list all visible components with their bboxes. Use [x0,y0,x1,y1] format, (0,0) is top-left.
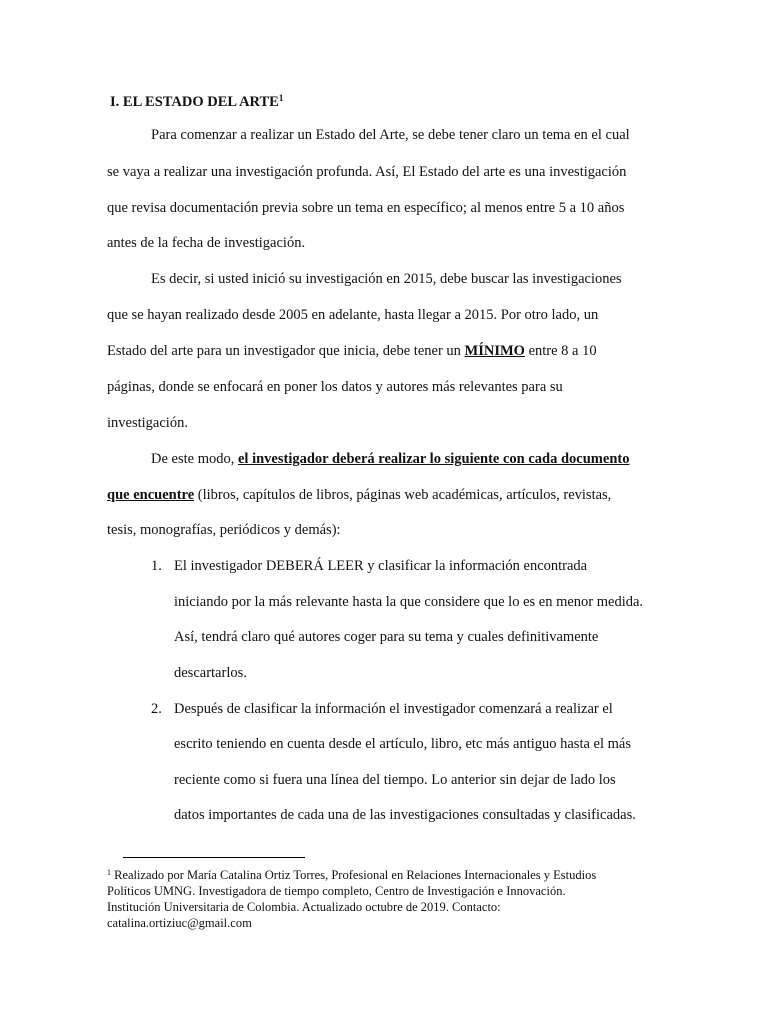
paragraph-1-line-4: antes de la fecha de investigación. [107,235,306,251]
footnote-reference[interactable]: 1 [278,93,284,103]
paragraph-2-line-2: que se hayan realizado desde 2005 en adelante, hasta llegar a 2015. Por otro lado, un [107,307,599,323]
footnote-line-2: Políticos UMNG. Investigadora de tiempo completo, Centro de Investigación e Innovación. [107,884,566,898]
footnote-email-link[interactable]: catalina.ortiziuc@gmail.com [107,916,252,930]
paragraph-3-line-1 [151,450,629,468]
paragraph-3-line-2 [107,486,611,504]
section-heading [110,93,283,112]
list-item-2-line-4: datos importantes de cada una de las investigaciones consultadas y clasificadas. [174,807,636,823]
list-number-2: 2. [151,701,162,717]
list-number-1: 1. [151,558,162,574]
list-item-1-line-4: descartarlos. [174,665,247,681]
paragraph-1-line-3: que revisa documentación previa sobre un tema en específico; al menos entre 5 a 10 años [107,200,625,216]
paragraph-3-line-3: tesis, monografías, periódicos y demás): [107,522,341,538]
list-item-2-line-3: reciente como si fuera una línea del tiempo. Lo anterior sin dejar de lado los [174,772,616,788]
paragraph-2-line-3 [107,342,597,360]
emphasis-instruction-end: que encuentre [107,487,195,503]
text-run: (libros, capítulos de libros, páginas web académicas, artículos, revistas, [194,487,612,503]
heading-text: I. EL ESTADO DEL ARTE [110,94,279,110]
text-run: De este modo, [151,451,238,467]
emphasis-instruction: el investigador deberá realizar lo siguiente con cada documento [237,451,630,467]
emphasis-minimo: MÍNIMO [464,343,525,359]
text-run: Realizado por María Catalina Ortiz Torres, Profesional en Relaciones Internacionales y Estudios [111,868,597,882]
list-item-1-line-3: Así, tendrá claro qué autores coger para su tema y cuales definitivamente [174,629,599,645]
paragraph-1-line-2: se vaya a realizar una investigación profunda. Así, El Estado del arte es una investigación [107,164,627,180]
text-run: Estado del arte para un investigador que inicia, debe tener un [107,343,465,359]
paragraph-2-line-1: Es decir, si usted inició su investigación en 2015, debe buscar las investigaciones [151,271,622,287]
paragraph-2-line-5: investigación. [107,415,188,431]
text-run: entre 8 a 10 [524,343,597,359]
footnote-separator [123,857,305,858]
list-item-2-line-1: Después de clasificar la información el investigador comenzará a realizar el [174,701,613,717]
footnote-marker: 1 [107,868,111,877]
footnote-line-3: Institución Universitaria de Colombia. Actualizado octubre de 2019. Contacto: [107,900,501,914]
paragraph-1-line-1: Para comenzar a realizar un Estado del Arte, se debe tener claro un tema en el cual [151,127,630,143]
list-item-2-line-2: escrito teniendo en cuenta desde el artículo, libro, etc más antiguo hasta el más [174,736,631,752]
paragraph-2-line-4: páginas, donde se enfocará en poner los datos y autores más relevantes para su [107,379,563,395]
list-item-1-line-2: iniciando por la más relevante hasta la que considere que lo es en menor medida. [174,594,644,610]
list-item-1-line-1: El investigador DEBERÁ LEER y clasificar la información encontrada [174,558,588,574]
